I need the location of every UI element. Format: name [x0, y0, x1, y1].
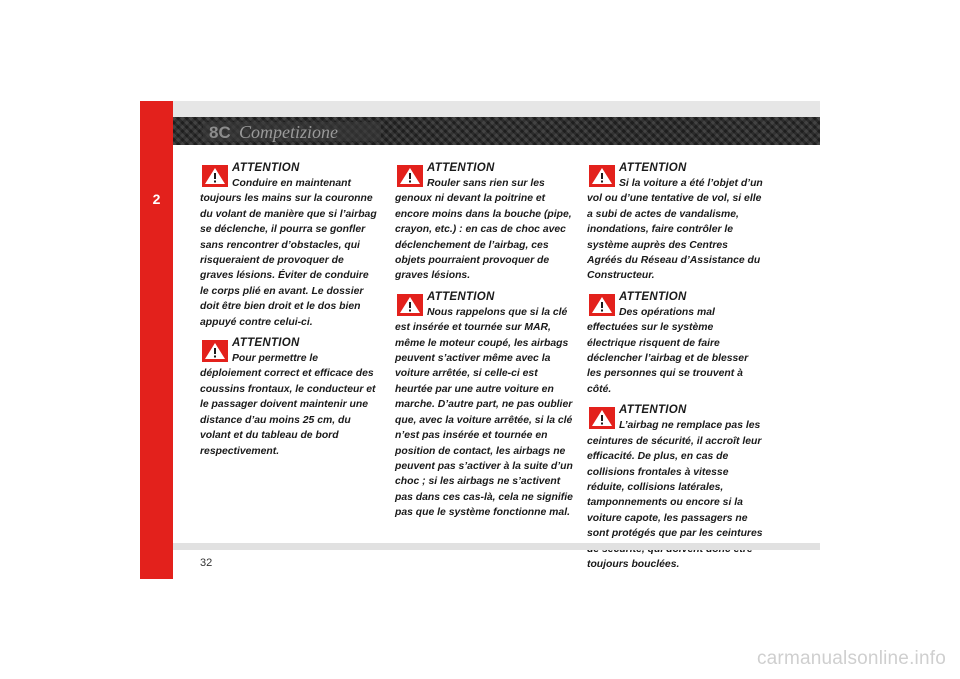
warning-triangle-icon — [589, 294, 615, 316]
page-number: 32 — [200, 557, 213, 569]
footer-band — [173, 543, 820, 550]
warning-title: ATTENTION — [232, 337, 300, 350]
warning-triangle-icon — [397, 294, 423, 316]
warning-title: ATTENTION — [619, 290, 687, 303]
svg-text:8C: 8C — [209, 123, 231, 142]
column-1 — [200, 162, 378, 466]
chapter-tab — [140, 101, 173, 579]
warning-text: Conduire en maintenant toujours les mains sur la couronne du volant de manière que si l’airbag se déclenche, il pourra se gonfler sans rencontrer d’obstacles, qui risqueraient de provoquer de graves lésions. Éviter de conduire le corps plié en avant. Le dossier doit être bien droit et le dos bien appuyé contre celui-ci. — [200, 178, 377, 328]
column-3 — [587, 162, 765, 579]
warning-block — [200, 337, 378, 458]
warning-triangle-icon — [589, 165, 615, 187]
warning-block — [395, 291, 573, 520]
warning-text: Pour permettre le déploiement correct et efficace des coussins frontaux, le conducteur et le passager doivent maintenir une distance d’au moins 25 cm, du volant et du tableau de bord respectivement. — [200, 353, 376, 457]
warning-title: ATTENTION — [427, 162, 495, 174]
watermark-text: carmanualsonline.info — [756, 648, 946, 669]
warning-text: L’airbag ne remplace pas les ceintures de sécurité, il accroît leur efficacité. De plus, en cas de collisions frontales à vitesse réduite, collisions latérales, tamponnements ou encore si la voiture capote, les passagers ne sont protégés que par les ceintures toujours bouclées. — [587, 420, 763, 570]
warning-block — [587, 162, 765, 283]
warning-title: ATTENTION — [619, 404, 687, 417]
column-2 — [395, 162, 573, 528]
warning-text: Rouler sans rien sur les genoux ni devant la poitrine et encore moins dans la bouche (pipe, crayon, etc.) : en cas de choc avec déclenchement de l’airbag, ces objets pourraient provoquer de graves lésions. — [395, 178, 572, 282]
warning-title: ATTENTION — [232, 162, 300, 174]
warning-triangle-icon — [202, 165, 228, 187]
warning-text: Nous rappelons que si la clé est insérée et tournée sur MAR, même le moteur coupé, les airbags peuvent s’activer même avec la voiture arrêtée, si celle-ci est heurtée par une autre voiture en marche. D’autre part, ne pas oublier que, avec la voiture arrêtée, si la clé n’est pas insérée et tournée en position de contact, les airbags ne peuvent pas s’activer à la suite d’un choc ; si les airbags ne s’activent pas dans ces cas-là, cela ne signifie pas que le système fonctionne mal. — [395, 306, 573, 519]
header-band — [173, 101, 820, 117]
svg-text:Competizione: Competizione — [239, 122, 338, 142]
warning-triangle-icon — [202, 340, 228, 362]
warning-title: ATTENTION — [619, 162, 687, 174]
brand-logo — [203, 117, 383, 145]
warning-block — [395, 162, 573, 283]
warning-text: Si la voiture a été l’objet d’un vol ou d’une tentative de vol, si elle a subi de actes de vandalisme, inondations, faire contrôler le système auprès des Centres Agréés du Réseau d’Assistance du Constructeur. — [587, 178, 763, 282]
warning-text: Des opérations mal effectuées sur le système électrique risquent de faire déclencher l’airbag et de blesser les personnes qui se trouvent à côté. — [587, 306, 749, 395]
warning-triangle-icon — [589, 407, 615, 429]
warning-title: ATTENTION — [427, 290, 495, 303]
warning-block — [587, 291, 765, 396]
header-banner — [173, 117, 820, 145]
warning-block — [200, 162, 378, 329]
chapter-number: 2 — [152, 191, 161, 207]
warning-triangle-icon — [397, 165, 423, 187]
